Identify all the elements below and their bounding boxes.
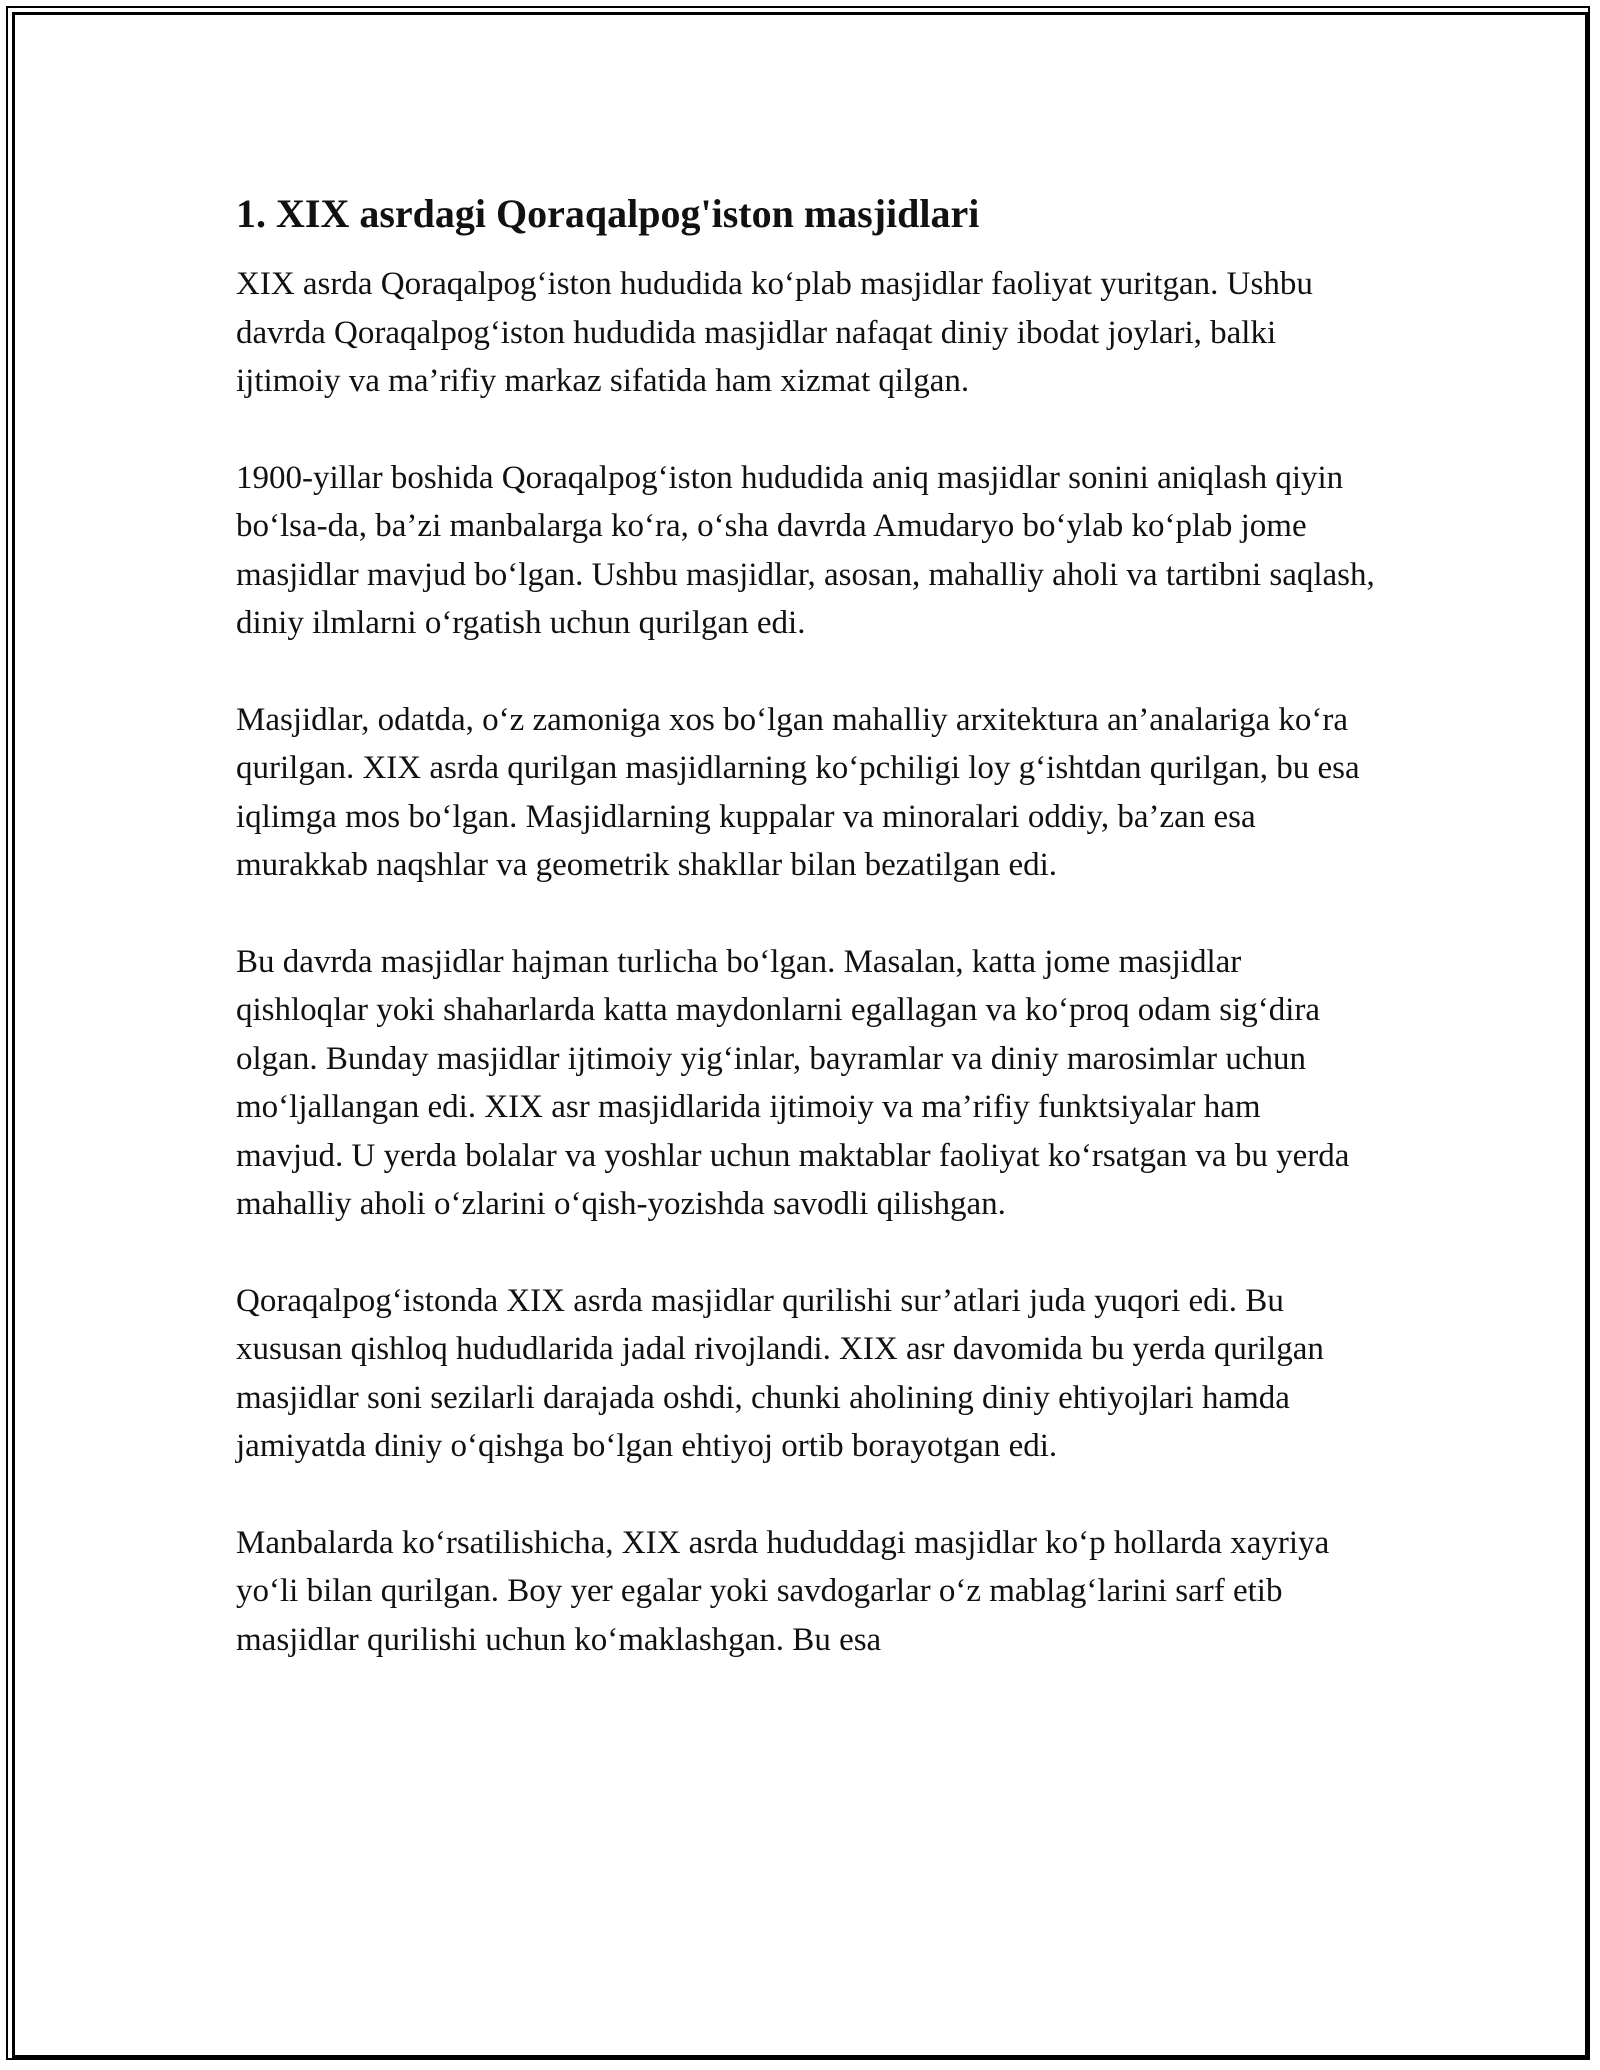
paragraph-4: Bu davrda masjidlar hajman turlicha bo‘lgan. Masalan, katta jome masjidlar qishloqlar yoki shaharlarda katta maydonlarni egallagan va ko‘proq odam sig‘dira olgan. Bunday masjidlar ijtimoiy yig‘inlar, bayramlar va diniy marosimlar uchun mo‘ljallangan edi. XIX asr masjidlarida ijtimoiy va ma’rifiy funktsiyalar ham mavjud. U yerda bolalar va yoshlar uchun maktablar faoliyat ko‘rsatgan va bu yerda mahalliy aholi o‘zlarini o‘qish-yozishda savodli qilishgan.	[236, 943, 1350, 1222]
paragraph-5: Qoraqalpog‘istonda XIX asrda masjidlar qurilishi sur’atlari juda yuqori edi. Bu xususan qishloq hududlarida jadal rivojlandi. XIX asr davomida bu yerda qurilgan masjidlar soni sezilarli darajada oshdi, chunki aholining diniy ehtiyojlari hamda jamiyatda diniy o‘qishga bo‘lgan ehtiyoj ortib borayotgan edi.	[236, 1282, 1324, 1464]
document-body	[236, 188, 1376, 1712]
paragraph-3: Masjidlar, odatda, o‘z zamoniga xos bo‘lgan mahalliy arxitektura an’analariga ko‘ra qurilgan. XIX asrda qurilgan masjidlarning ko‘pchiligi loy g‘ishtdan qurilgan, bu esa iqlimga mos bo‘lgan. Masjidlarning kuppalar va minoralari oddiy, ba’zan esa murakkab naqshlar va geometrik shakllar bilan bezatilgan edi.	[236, 701, 1360, 883]
paragraph-2: 1900-yillar boshida Qoraqalpog‘iston hududida aniq masjidlar sonini aniqlash qiyin bo‘lsa-da, ba’zi manbalarga ko‘ra, o‘sha davrda Amudaryo bo‘ylab ko‘plab jome masjidlar mavjud bo‘lgan. Ushbu masjidlar, asosan, mahalliy aholi va tartibni saqlash, diniy ilmlarni o‘rgatish uchun qurilgan edi.	[236, 459, 1375, 641]
paragraph-1: XIX asrda Qoraqalpog‘iston hududida ko‘plab masjidlar faoliyat yuritgan. Ushbu davrda Qoraqalpog‘iston hududida masjidlar nafaqat diniy ibodat joylari, balki ijtimoiy va ma’rifiy markaz sifatida ham xizmat qilgan.	[236, 266, 1313, 399]
paragraph-6: Manbalarda ko‘rsatilishicha, XIX asrda hududdagi masjidlar ko‘p hollarda xayriya yo‘li bilan qurilgan. Boy yer egalar yoki savdogarlar o‘z mablag‘larini sarf etib masjidlar qurilishi uchun ko‘maklashgan. Bu esa	[236, 1524, 1330, 1658]
section-heading: 1. XIX asrdagi Qoraqalpog'iston masjidlari	[236, 191, 980, 236]
